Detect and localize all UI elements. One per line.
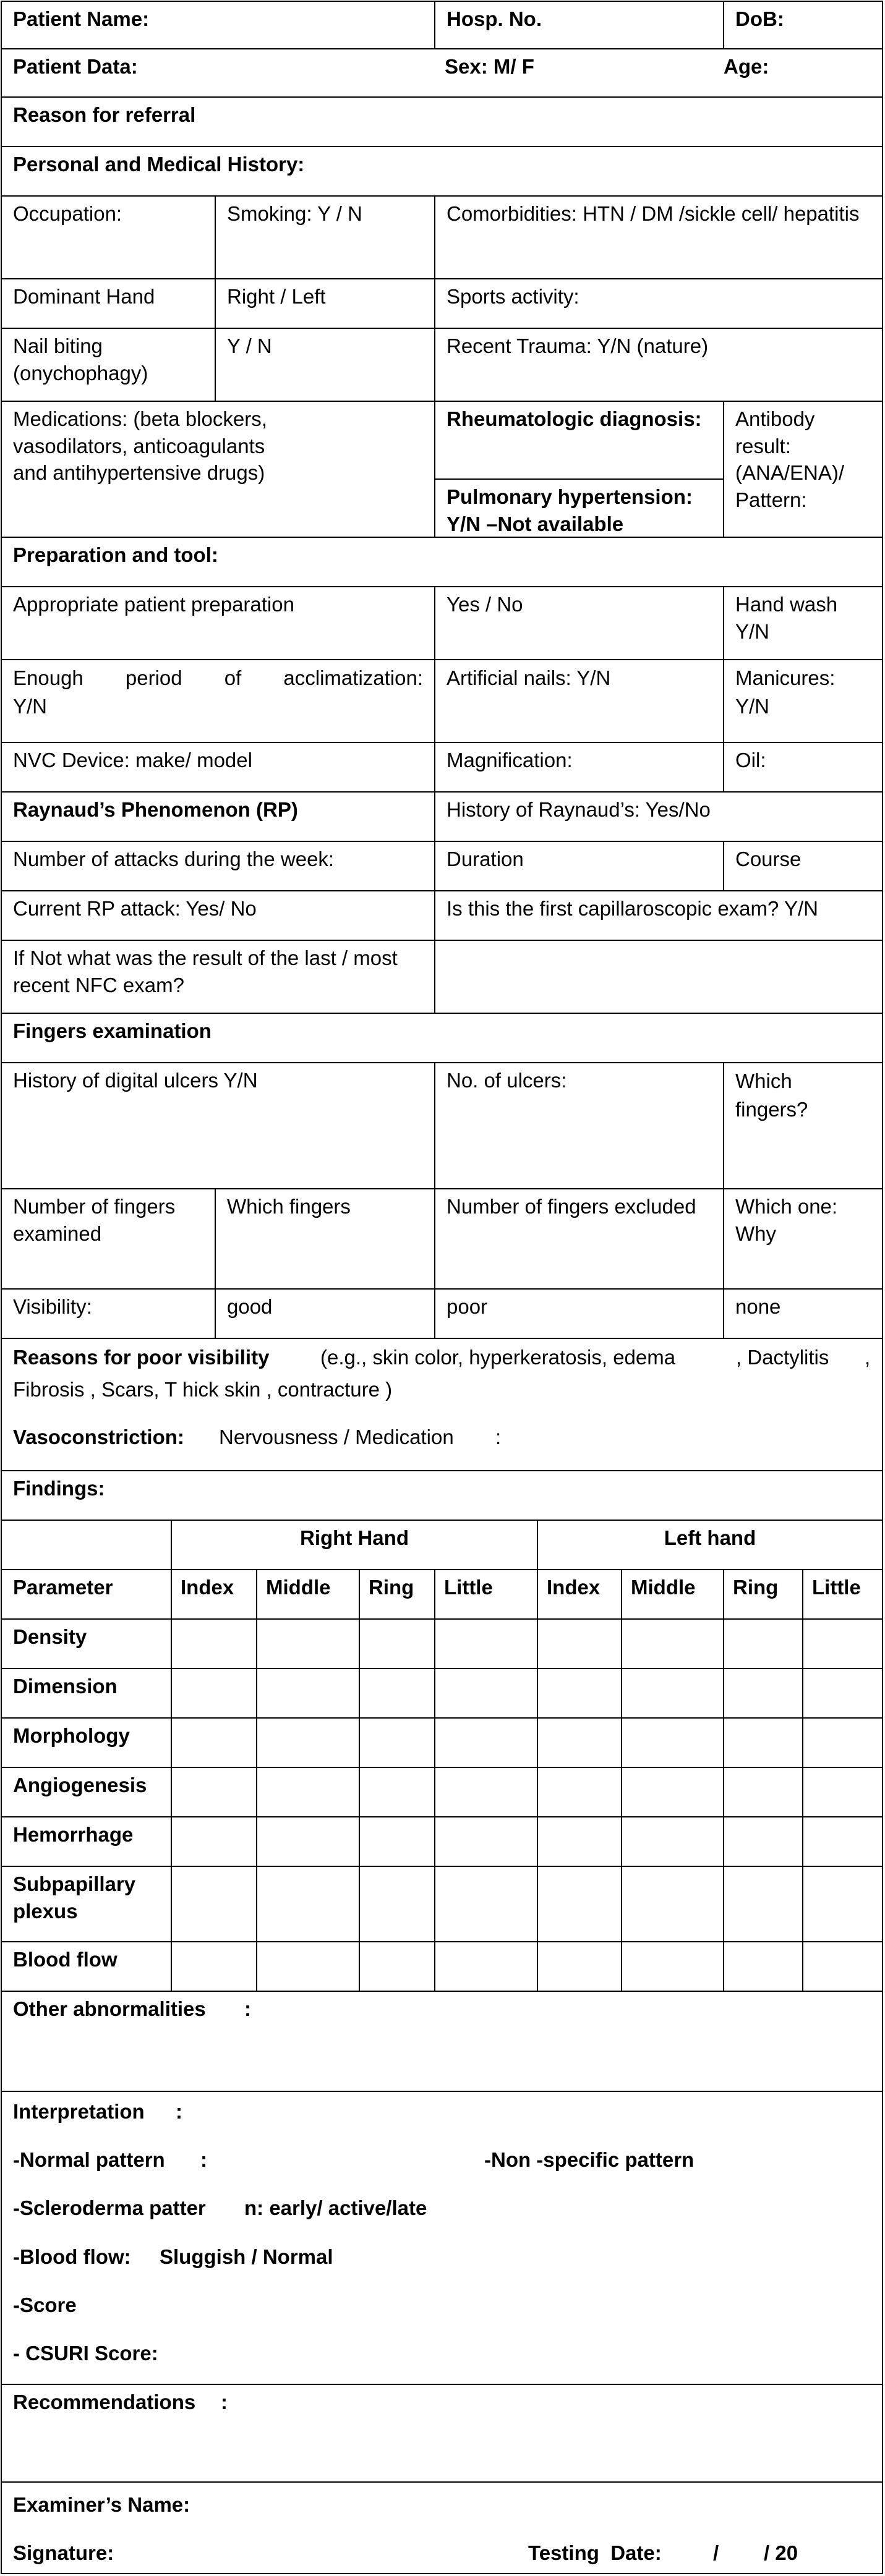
last-nfc-result-label: If Not what was the result of the last / most recent NFC exam? bbox=[13, 946, 398, 997]
attacks-per-week-label: Number of attacks during the week: bbox=[13, 848, 335, 870]
patient-preparation-label: Appropriate patient preparation bbox=[13, 593, 294, 616]
other-abnormalities-field[interactable] bbox=[1, 1991, 883, 2092]
nail-biting-yn-label: Y / N bbox=[227, 334, 272, 357]
dimension-cell-left-middle[interactable] bbox=[621, 1668, 724, 1719]
visibility-label-cell bbox=[1, 1288, 216, 1339]
fingers-examined-field[interactable] bbox=[1, 1188, 216, 1290]
nvc-device-field[interactable] bbox=[1, 742, 435, 793]
poor-visibility-reasons-3: , bbox=[865, 1346, 871, 1369]
right-left-label: Right / Left bbox=[227, 285, 326, 308]
sports-activity-field[interactable] bbox=[434, 278, 883, 329]
left-middle-column-header: Middle bbox=[621, 1569, 724, 1620]
history-title: Personal and Medical History: bbox=[13, 153, 305, 176]
dimension-cell-left-index[interactable] bbox=[537, 1668, 622, 1719]
hemorrhage-cell-left-ring[interactable] bbox=[723, 1816, 803, 1867]
density-cell-left-little[interactable] bbox=[802, 1618, 883, 1669]
hand-wash-label: Hand wash Y/N bbox=[735, 593, 838, 643]
blood-flow-cell-right-ring[interactable] bbox=[359, 1941, 435, 1992]
fingers-title: Fingers examination bbox=[13, 1019, 212, 1042]
duration-field[interactable] bbox=[434, 841, 724, 891]
hemorrhage-cell-right-little[interactable] bbox=[434, 1816, 538, 1867]
hemorrhage-cell-left-middle[interactable] bbox=[621, 1816, 724, 1867]
findings-section-title bbox=[1, 1470, 883, 1521]
acclimatization-field[interactable] bbox=[1, 659, 435, 743]
dimension-cell-right-index[interactable] bbox=[171, 1668, 257, 1719]
visibility-label: Visibility: bbox=[13, 1295, 92, 1318]
subpapillary-plexus-cell-left-index[interactable] bbox=[537, 1866, 622, 1942]
attacks-per-week-field[interactable] bbox=[1, 841, 435, 891]
dimension-cell-left-little[interactable] bbox=[802, 1668, 883, 1719]
left-index-column-header: Index bbox=[537, 1569, 622, 1620]
poor-visibility-reasons-line2: Fibrosis , Scars, T hick skin , contracture ) bbox=[13, 1378, 393, 1401]
sports-activity-label: Sports activity: bbox=[447, 285, 579, 308]
examiner-signature-section[interactable] bbox=[1, 2481, 883, 2574]
testing-date-label: Testing Date: bbox=[528, 2541, 662, 2564]
normal-pattern-option: -Normal pattern bbox=[13, 2148, 165, 2171]
blood-flow-cell-right-index[interactable] bbox=[171, 1941, 257, 1992]
medications-field[interactable] bbox=[1, 401, 435, 538]
subpapillary-plexus-cell-left-little[interactable] bbox=[802, 1866, 883, 1942]
density-cell-right-index[interactable] bbox=[171, 1618, 257, 1669]
course-label: Course bbox=[735, 848, 802, 870]
fingers-excluded-label: Number of fingers excluded bbox=[447, 1195, 696, 1218]
hemorrhage-cell-right-index[interactable] bbox=[171, 1816, 257, 1867]
oil-field[interactable] bbox=[723, 742, 883, 793]
medications-label: Medications: (beta blockers, vasodilators, anticoagulants and antihypertensive drugs) bbox=[13, 407, 267, 485]
density-cell-left-ring[interactable] bbox=[723, 1618, 803, 1669]
normal-pattern-colon: : bbox=[200, 2148, 207, 2171]
raynaud-section-title bbox=[1, 791, 435, 842]
sex-label: Sex: M/ F bbox=[445, 55, 534, 78]
angiogenesis-cell-left-ring[interactable] bbox=[723, 1767, 803, 1817]
antibody-result-field[interactable] bbox=[723, 401, 883, 538]
right-index-column-header: Index bbox=[171, 1569, 257, 1620]
recent-trauma-label: Recent Trauma: Y/N (nature) bbox=[447, 334, 709, 357]
left-hand-header: Left hand bbox=[537, 1520, 883, 1570]
morphology-cell-left-little[interactable] bbox=[802, 1717, 883, 1768]
density-cell-right-little[interactable] bbox=[434, 1618, 538, 1669]
morphology-cell-right-ring[interactable] bbox=[359, 1717, 435, 1768]
blood-flow-cell-left-ring[interactable] bbox=[723, 1941, 803, 1992]
occupation-field[interactable] bbox=[1, 195, 216, 279]
rheumatologic-diagnosis-label: Rheumatologic diagnosis: bbox=[447, 407, 702, 430]
vasoconstriction-label: Vasoconstriction: bbox=[13, 1426, 184, 1448]
visibility-good-label: good bbox=[227, 1295, 273, 1318]
poor-visibility-reasons-2: , Dactylitis bbox=[736, 1346, 829, 1369]
signature-label: Signature: bbox=[13, 2541, 114, 2564]
digital-ulcers-label: History of digital ulcers Y/N bbox=[13, 1069, 258, 1092]
hemorrhage-cell-left-little[interactable] bbox=[802, 1816, 883, 1867]
hemorrhage-cell-left-index[interactable] bbox=[537, 1816, 622, 1867]
hemorrhage-cell-right-ring[interactable] bbox=[359, 1816, 435, 1867]
subpapillary-plexus-cell-right-middle[interactable] bbox=[256, 1866, 360, 1942]
raynaud-history-label: History of Raynaud’s: Yes/No bbox=[447, 798, 711, 821]
current-rp-attack-label: Current RP attack: Yes/ No bbox=[13, 897, 257, 920]
dimension-cell-right-middle[interactable] bbox=[256, 1668, 360, 1719]
preparation-title: Preparation and tool: bbox=[13, 543, 218, 566]
last-nfc-result-input[interactable] bbox=[434, 940, 883, 1014]
patient-data-row[interactable] bbox=[1, 48, 883, 98]
findings-title: Findings: bbox=[13, 1477, 105, 1500]
reason-for-referral-label: Reason for referral bbox=[13, 103, 196, 126]
patient-preparation-yes-no[interactable] bbox=[434, 586, 724, 660]
blood-flow-cell-left-middle[interactable] bbox=[621, 1941, 724, 1992]
angiogenesis-cell-left-index[interactable] bbox=[537, 1767, 622, 1817]
hemorrhage-cell-right-middle[interactable] bbox=[256, 1816, 360, 1867]
testing-date-year: / 20 bbox=[764, 2541, 798, 2564]
blood-flow-cell-left-index[interactable] bbox=[537, 1941, 622, 1992]
artificial-nails-label: Artificial nails: Y/N bbox=[447, 666, 611, 689]
angiogenesis-cell-left-middle[interactable] bbox=[621, 1767, 724, 1817]
right-hand-header: Right Hand bbox=[171, 1520, 538, 1570]
param-row-angiogenesis: Angiogenesis bbox=[1, 1767, 172, 1817]
subpapillary-plexus-cell-right-index[interactable] bbox=[171, 1866, 257, 1942]
non-specific-pattern-option: -Non -specific pattern bbox=[484, 2148, 695, 2171]
blood-flow-cell-right-middle[interactable] bbox=[256, 1941, 360, 1992]
digital-ulcers-field[interactable] bbox=[1, 1062, 435, 1189]
age-label: Age: bbox=[724, 55, 769, 78]
fingers-excluded-field[interactable] bbox=[434, 1188, 724, 1290]
right-middle-column-header: Middle bbox=[256, 1569, 360, 1620]
patient-name-field[interactable] bbox=[1, 1, 435, 49]
number-of-ulcers-field[interactable] bbox=[434, 1062, 724, 1189]
acclimatization-label: Enough period of acclimatization: bbox=[13, 666, 423, 689]
occupation-label: Occupation: bbox=[13, 202, 122, 225]
magnification-label: Magnification: bbox=[447, 749, 573, 772]
blood-flow-interp-value: Sluggish / Normal bbox=[160, 2245, 333, 2268]
interpretation-label: Interpretation bbox=[13, 2100, 145, 2123]
vasoconstriction-colon: : bbox=[495, 1426, 502, 1448]
nail-biting-label: Nail biting (onychophagy) bbox=[13, 334, 148, 385]
dimension-cell-left-ring[interactable] bbox=[723, 1668, 803, 1719]
dimension-cell-right-ring[interactable] bbox=[359, 1668, 435, 1719]
examiner-name-label: Examiner’s Name: bbox=[13, 2493, 190, 2516]
visibility-poor-label: poor bbox=[447, 1295, 488, 1318]
angiogenesis-cell-right-index[interactable] bbox=[171, 1767, 257, 1817]
findings-header-empty bbox=[1, 1520, 172, 1570]
morphology-cell-left-index[interactable] bbox=[537, 1717, 622, 1768]
nail-biting-yn[interactable] bbox=[215, 328, 435, 402]
blood-flow-interp-label: -Blood flow: bbox=[13, 2245, 131, 2268]
recent-trauma-field[interactable] bbox=[434, 328, 883, 402]
parameter-header: Parameter bbox=[1, 1569, 172, 1620]
last-nfc-result-question bbox=[1, 940, 435, 1014]
artificial-nails-field[interactable] bbox=[434, 659, 724, 743]
other-abnormalities-label: Other abnormalities bbox=[13, 1997, 206, 2020]
param-row-dimension: Dimension bbox=[1, 1668, 172, 1719]
visibility-none-option[interactable] bbox=[723, 1288, 883, 1339]
morphology-cell-left-middle[interactable] bbox=[621, 1717, 724, 1768]
patient-name-label: Patient Name: bbox=[13, 7, 150, 30]
blood-flow-cell-left-little[interactable] bbox=[802, 1941, 883, 1992]
rheumatologic-diagnosis-field[interactable] bbox=[434, 401, 724, 480]
pulmonary-hypertension-label: Pulmonary hypertension: Y/N –Not available bbox=[447, 485, 693, 535]
subpapillary-plexus-cell-left-ring[interactable] bbox=[723, 1866, 803, 1942]
blood-flow-cell-right-little[interactable] bbox=[434, 1941, 538, 1992]
recommendations-colon: : bbox=[221, 2391, 228, 2413]
poor-visibility-reasons-1: (e.g., skin color, hyperkeratosis, edema bbox=[320, 1346, 676, 1369]
angiogenesis-cell-right-ring[interactable] bbox=[359, 1767, 435, 1817]
which-fingers-label: Which fingers bbox=[227, 1195, 351, 1218]
param-row-morphology: Morphology bbox=[1, 1717, 172, 1768]
manicures-field[interactable] bbox=[723, 659, 883, 743]
which-fingers-ulcers-label: Which fingers? bbox=[735, 1069, 808, 1121]
density-cell-right-ring[interactable] bbox=[359, 1618, 435, 1669]
pulmonary-hypertension-field[interactable] bbox=[434, 478, 724, 538]
fingers-examined-label: Number of fingers examined bbox=[13, 1195, 176, 1245]
patient-preparation-yes-no-label: Yes / No bbox=[447, 593, 523, 616]
raynaud-title: Raynaud’s Phenomenon (RP) bbox=[13, 798, 298, 821]
number-of-ulcers-label: No. of ulcers: bbox=[447, 1069, 567, 1092]
subpapillary-plexus-cell-right-ring[interactable] bbox=[359, 1866, 435, 1942]
dominant-hand-field bbox=[1, 278, 216, 329]
dob-label: DoB: bbox=[735, 7, 784, 30]
hand-wash-field[interactable] bbox=[723, 586, 883, 660]
scleroderma-pattern-label-a: -Scleroderma patter bbox=[13, 2196, 206, 2219]
hosp-no-field[interactable] bbox=[434, 1, 724, 49]
first-exam-field[interactable] bbox=[434, 890, 883, 941]
dob-field[interactable] bbox=[723, 1, 883, 49]
patient-data-label: Patient Data: bbox=[13, 55, 138, 78]
param-row-density: Density bbox=[1, 1618, 172, 1669]
duration-label: Duration bbox=[447, 848, 524, 870]
antibody-result-label: Antibody result: (ANA/ENA)/ Pattern: bbox=[735, 407, 845, 511]
oil-label: Oil: bbox=[735, 749, 766, 772]
angiogenesis-cell-left-little[interactable] bbox=[802, 1767, 883, 1817]
param-row-hemorrhage: Hemorrhage bbox=[1, 1816, 172, 1867]
angiogenesis-cell-right-little[interactable] bbox=[434, 1767, 538, 1817]
other-abnormalities-colon: : bbox=[244, 1997, 251, 2020]
reason-for-referral-field[interactable] bbox=[1, 96, 883, 147]
morphology-cell-right-middle[interactable] bbox=[256, 1717, 360, 1768]
dominant-hand-label: Dominant Hand bbox=[13, 285, 155, 308]
density-cell-right-middle[interactable] bbox=[256, 1618, 360, 1669]
manicures-label: Manicures: bbox=[735, 666, 836, 689]
param-row-blood-flow: Blood flow bbox=[1, 1941, 172, 1992]
preparation-section-title bbox=[1, 537, 883, 587]
nvc-device-label: NVC Device: make/ model bbox=[13, 749, 252, 772]
patient-preparation-field bbox=[1, 586, 435, 660]
left-ring-column-header: Ring bbox=[723, 1569, 803, 1620]
subpapillary-plexus-cell-right-little[interactable] bbox=[434, 1866, 538, 1942]
right-little-column-header: Little bbox=[434, 1569, 538, 1620]
morphology-cell-right-index[interactable] bbox=[171, 1717, 257, 1768]
hosp-no-label: Hosp. No. bbox=[447, 7, 542, 30]
acclimatization-yn-label: Y/N bbox=[13, 695, 48, 718]
angiogenesis-cell-right-middle[interactable] bbox=[256, 1767, 360, 1817]
smoking-label: Smoking: Y / N bbox=[227, 202, 362, 225]
right-left-option[interactable] bbox=[215, 278, 435, 329]
density-cell-left-index[interactable] bbox=[537, 1618, 622, 1669]
history-section-title bbox=[1, 146, 883, 197]
smoking-field[interactable] bbox=[215, 195, 435, 279]
subpapillary-plexus-cell-left-middle[interactable] bbox=[621, 1866, 724, 1942]
morphology-cell-left-ring[interactable] bbox=[723, 1717, 803, 1768]
visibility-poor-option[interactable] bbox=[434, 1288, 724, 1339]
comorbidities-field[interactable] bbox=[434, 195, 883, 279]
recommendations-field[interactable] bbox=[1, 2384, 883, 2483]
which-one-why-label: Which one: Why bbox=[735, 1195, 838, 1245]
param-row-subpapillary-plexus: Subpapillary plexus bbox=[1, 1866, 172, 1942]
first-exam-label: Is this the first capillaroscopic exam? Y/N bbox=[447, 897, 818, 920]
nail-biting-field bbox=[1, 328, 216, 402]
recommendations-label: Recommendations bbox=[13, 2391, 196, 2413]
magnification-field[interactable] bbox=[434, 742, 724, 793]
which-one-why-field[interactable] bbox=[723, 1188, 883, 1290]
manicures-yn-label: Y/N bbox=[735, 695, 770, 718]
visibility-none-label: none bbox=[735, 1295, 781, 1318]
comorbidities-label: Comorbidities: HTN / DM /sickle cell/ hepatitis bbox=[447, 202, 860, 225]
vasoconstriction-value: Nervousness / Medication bbox=[219, 1426, 454, 1448]
visibility-good-option[interactable] bbox=[215, 1288, 435, 1339]
poor-visibility-label: Reasons for poor visibility bbox=[13, 1346, 270, 1369]
poor-visibility-and-vasoconstriction[interactable] bbox=[1, 1338, 883, 1471]
which-fingers-field[interactable] bbox=[215, 1188, 435, 1290]
density-cell-left-middle[interactable] bbox=[621, 1618, 724, 1669]
score-label: -Score bbox=[13, 2293, 77, 2316]
dimension-cell-right-little[interactable] bbox=[434, 1668, 538, 1719]
interpretation-section[interactable] bbox=[1, 2091, 883, 2385]
current-rp-attack-field[interactable] bbox=[1, 890, 435, 941]
course-field[interactable] bbox=[723, 841, 883, 891]
interpretation-colon: : bbox=[176, 2100, 182, 2123]
which-fingers-ulcers-field[interactable] bbox=[723, 1062, 883, 1189]
csuri-score-label: - CSURI Score: bbox=[13, 2342, 158, 2365]
left-little-column-header: Little bbox=[802, 1569, 883, 1620]
morphology-cell-right-little[interactable] bbox=[434, 1717, 538, 1768]
raynaud-history-field[interactable] bbox=[434, 791, 883, 842]
scleroderma-pattern-label-b: n: early/ active/late bbox=[244, 2196, 427, 2219]
right-ring-column-header: Ring bbox=[359, 1569, 435, 1620]
fingers-section-title bbox=[1, 1013, 883, 1063]
testing-date-slash: / bbox=[713, 2541, 719, 2564]
